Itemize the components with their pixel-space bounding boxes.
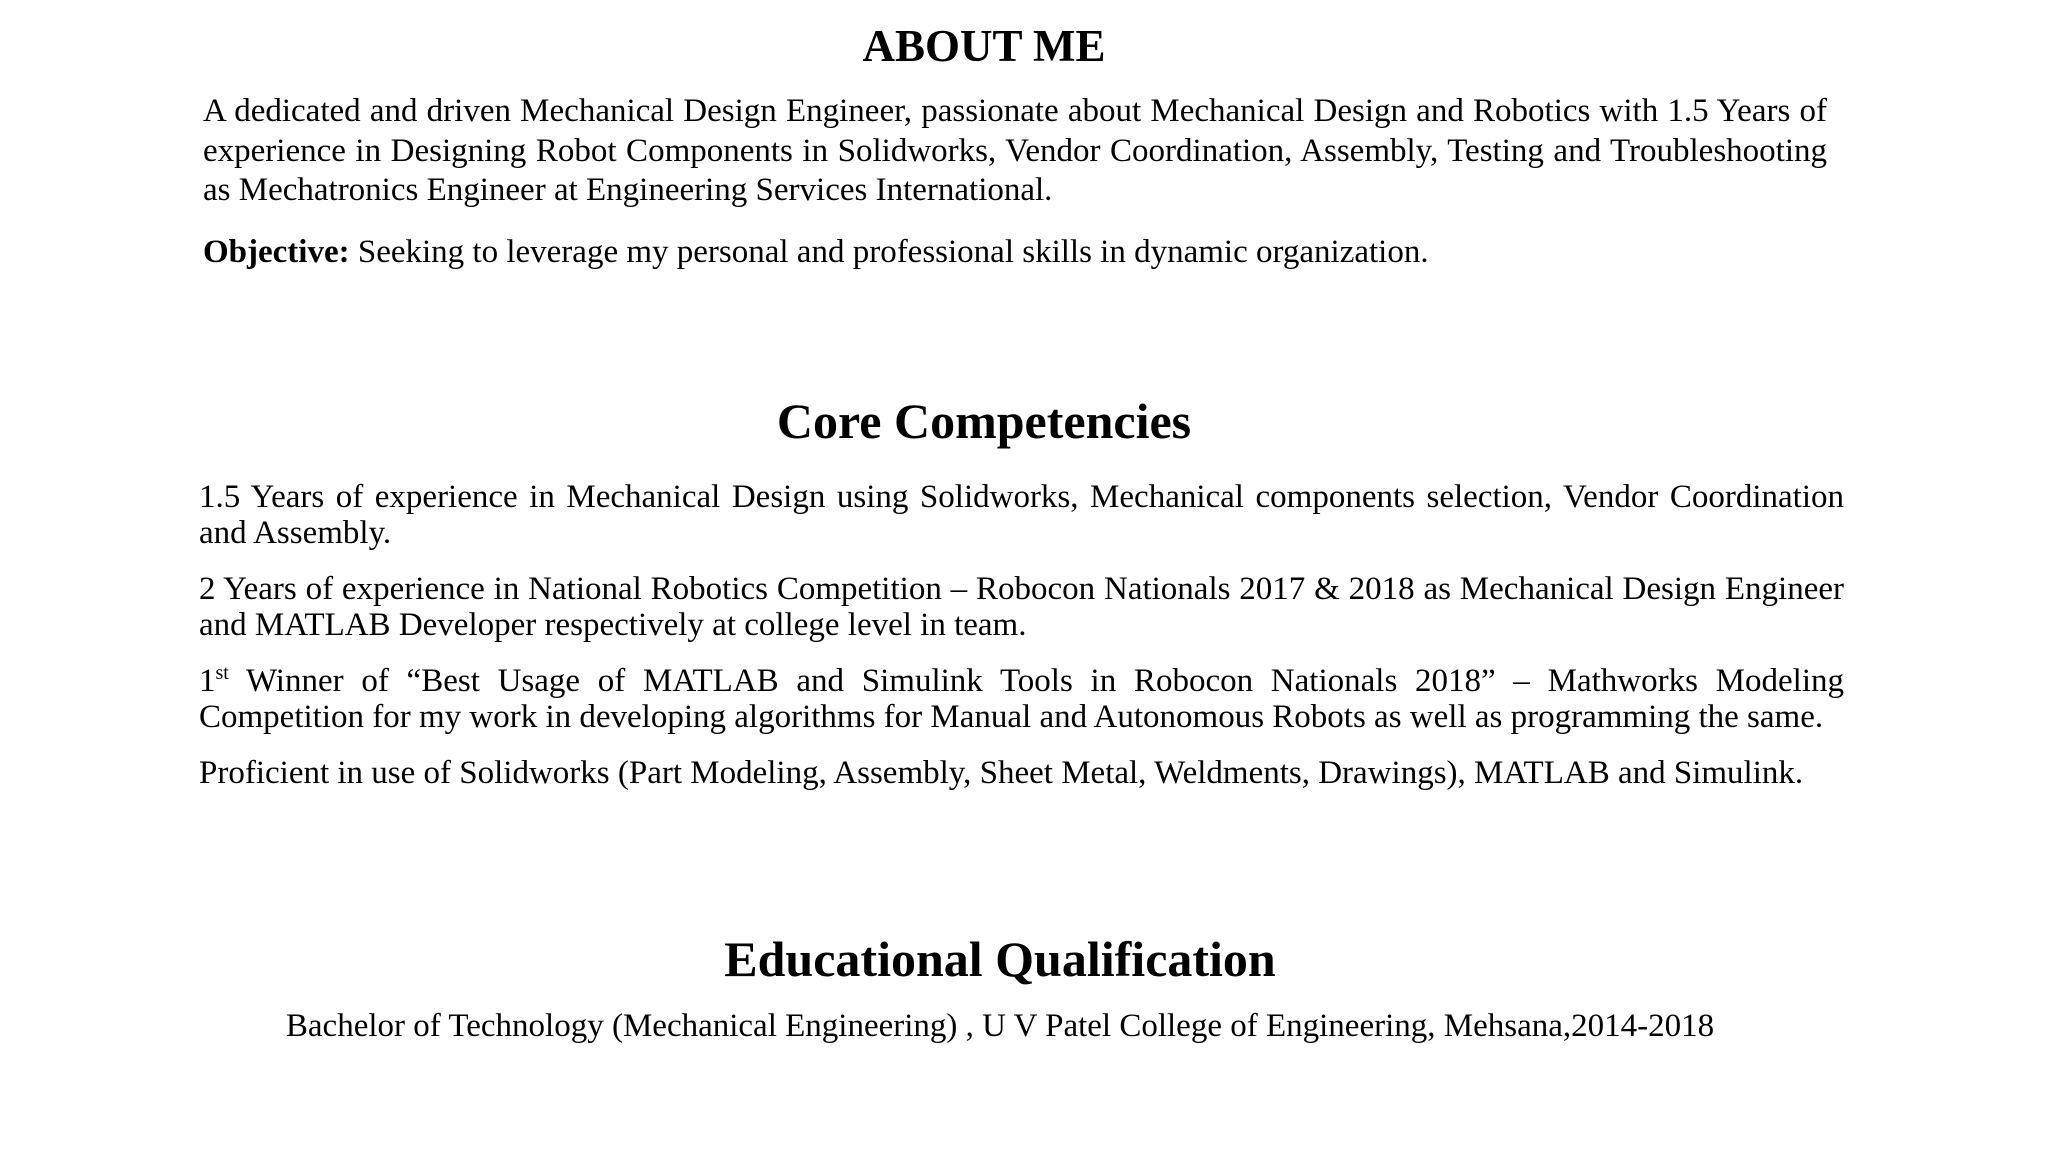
core-competencies-list: [199, 480, 1844, 813]
competency-item-tools: Proficient in use of Solidworks (Part Modeling, Assembly, Sheet Metal, Weldments, Drawings), MATLAB and Simulink.: [199, 755, 1804, 791]
about-me-paragraph: A dedicated and driven Mechanical Design Engineer, passionate about Mechanical Design and Robotics with 1.5 Years of experience in Designing Robot Components in Solidworks, Vendor Coordination, Assembly, Testing and Troubleshooting as Mechatronics Engineer at Engineering Services International.: [203, 93, 1827, 208]
educational-qualification-heading: Educational Qualification: [724, 931, 1276, 987]
competency-item-award: [199, 664, 1844, 735]
objective-text: Seeking to leverage my personal and professional skills in dynamic organization.: [349, 234, 1429, 270]
education-entry: Bachelor of Technology (Mechanical Engineering) , U V Patel College of Engineering, Mehsana,2014-2018: [285, 1008, 1715, 1044]
award-rank-suffix: st: [215, 662, 229, 684]
core-competencies-heading: Core Competencies: [776, 393, 1192, 449]
objective-label: Objective:: [203, 234, 350, 270]
award-text: Winner of “Best Usage of MATLAB and Simulink Tools in Robocon Nationals 2018” – Mathworks Modeling Competition for my work in developing algorithms for Manual and Autonomous Robots as well as programming the same.: [199, 663, 1844, 735]
about-me-heading: ABOUT ME: [862, 21, 1106, 71]
competency-item-robocon: 2 Years of experience in National Robotics Competition – Robocon Nationals 2017 & 2018 as Mechanical Design Engineer and MATLAB Developer respectively at college level in team.: [199, 571, 1844, 643]
award-rank: 1: [199, 663, 216, 699]
objective-line: [203, 232, 1827, 272]
competency-item-design: 1.5 Years of experience in Mechanical Design using Solidworks, Mechanical components selection, Vendor Coordination and Assembly.: [199, 479, 1844, 551]
